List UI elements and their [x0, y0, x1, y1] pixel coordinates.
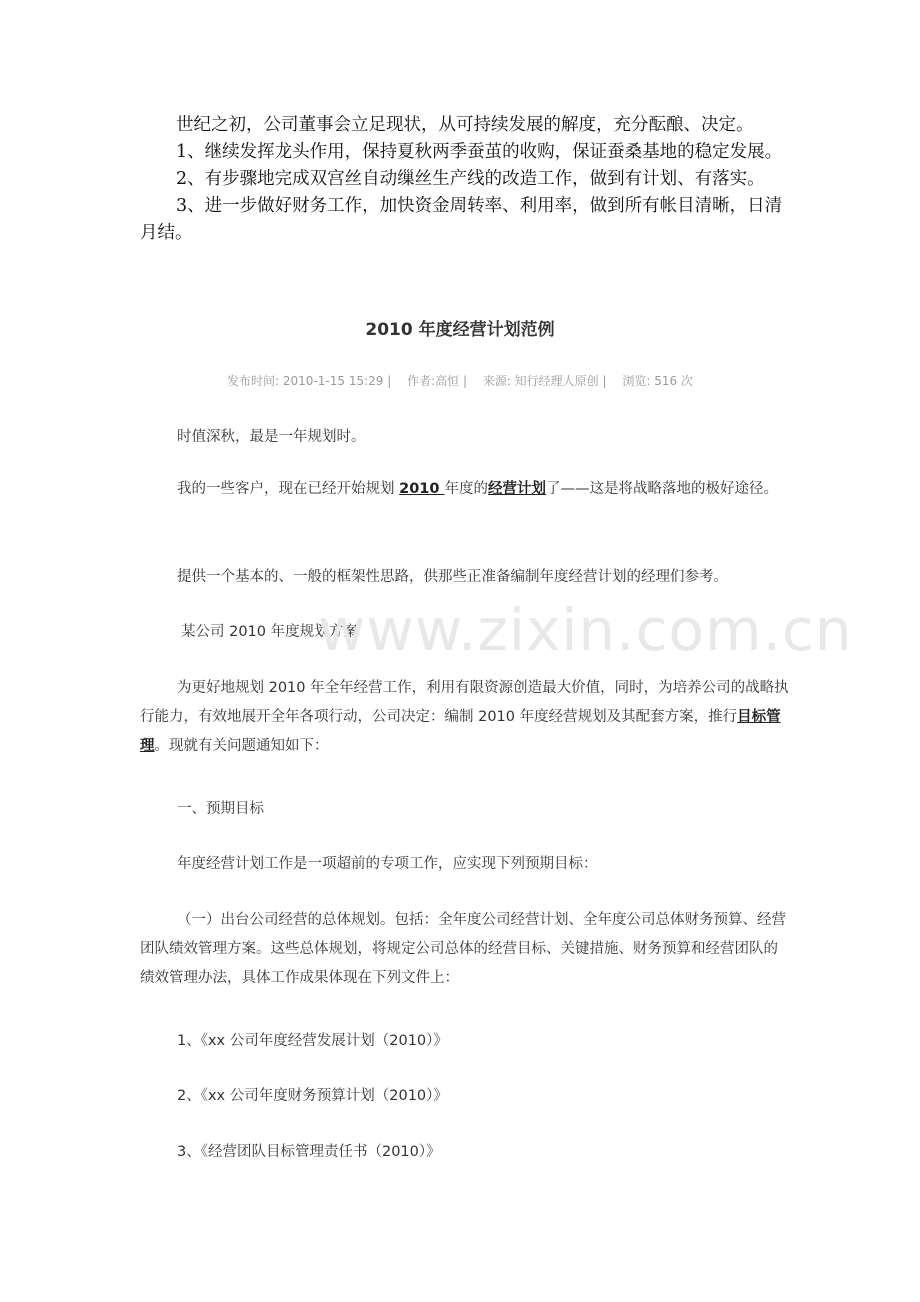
- paragraph-2-text-a: 我的一些客户，现在已经开始规划: [177, 481, 400, 497]
- view-count: 浏览: 516 次: [622, 374, 693, 388]
- list-item: 2、《xx 公司年度财务预算计划（2010）》: [177, 1088, 448, 1104]
- paragraph-2-text-c: 了——这是将战略落地的极好途径。: [546, 481, 779, 497]
- objective-management-link[interactable]: 目标管理: [140, 709, 781, 754]
- list-item: 3、《经营团队目标管理责任书（2010）》: [177, 1144, 441, 1160]
- paragraph-3: 提供一个基本的、一般的框架性思路，供那些正准备编制年度经营计划的经理们参考。: [177, 569, 728, 585]
- business-plan-link[interactable]: 经营计划: [488, 481, 547, 497]
- intro-item-3: 3、进一步做好财务工作，加快资金周转率、利用率，做到所有帐目清晰，日清月结。: [140, 196, 783, 243]
- intro-section: [140, 112, 790, 247]
- paragraph-4: [140, 674, 790, 761]
- paragraph-2: [140, 475, 790, 504]
- paragraph-5: 年度经营计划工作是一项超前的专项工作，应实现下列预期目标：: [177, 856, 598, 872]
- paragraph-6: （一）出台公司经营的总体规划。包括：全年度公司经营计划、全年度公司总体财务预算、经营团队绩效管理方案。这些总体规划，将规定公司总体的经营目标、关键措施、财务预算和经营团队的绩效管理办法，具体工作成果体现在下列文件上：: [140, 912, 786, 986]
- source: 来源: 知行经理人原创 |: [482, 374, 607, 388]
- paragraph-4-text-a: 为更好地规划 2010 年全年经营工作，利用有限资源创造最大价值，同时，为培养公司的战略执行能力，有效地展开全年各项行动，公司决定：编制 2010 年度经营规划及其配套方案，推行: [140, 680, 789, 725]
- intro-item-2: 2、有步骤地完成双宫丝自动缫丝生产线的改造工作，做到有计划、有落实。: [176, 169, 765, 189]
- intro-item-1: 1、继续发挥龙头作用，保持夏秋两季蚕茧的收购，保证蚕桑基地的稳定发展。: [176, 142, 783, 162]
- publish-time: 发布时间: 2010-1-15 15:29 |: [227, 374, 392, 388]
- paragraph-4-text-b: 。现就有关问题通知如下：: [154, 738, 329, 754]
- article-title: 2010 年度经营计划范例: [365, 320, 555, 340]
- section-heading-1: 一、预期目标: [177, 801, 264, 817]
- article-meta: [0, 372, 920, 389]
- watermark: www.zixin.com.cn: [318, 596, 853, 664]
- paragraph-1: 时值深秋，最是一年规划时。: [177, 429, 366, 445]
- year-link[interactable]: 2010: [399, 481, 445, 497]
- intro-paragraph: 世纪之初，公司董事会立足现状，从可持续发展的解度，充分酝酿、决定。: [176, 115, 754, 135]
- list-item: 1、《xx 公司年度经营发展计划（2010）》: [177, 1033, 448, 1049]
- plan-subtitle: 某公司 2010 年度规划方案: [181, 624, 358, 640]
- author: 作者:高恒 |: [407, 374, 467, 388]
- paragraph-2-text-b: 年度的: [444, 481, 489, 497]
